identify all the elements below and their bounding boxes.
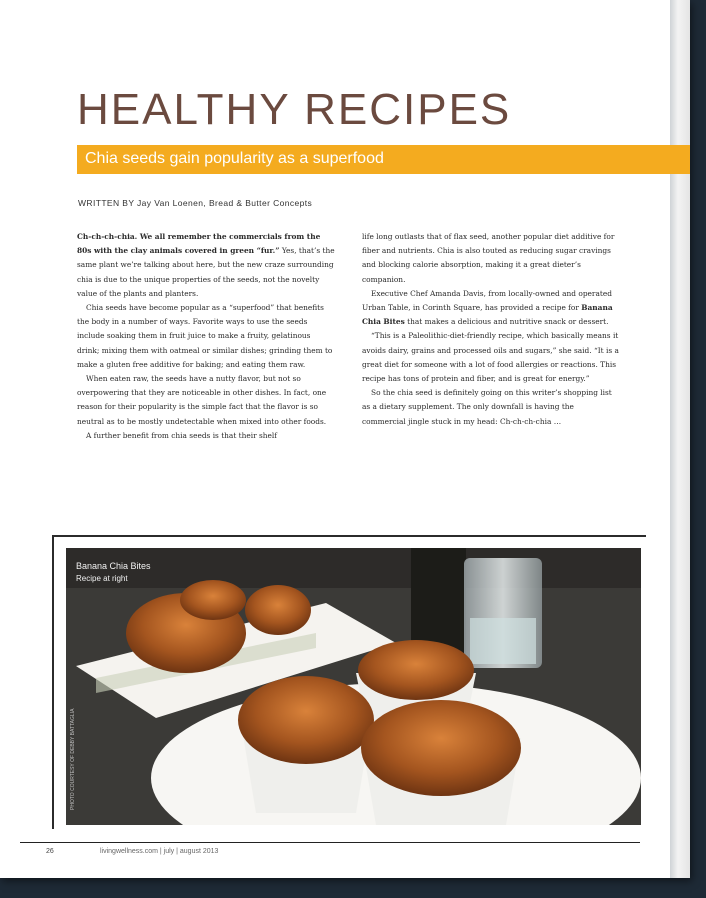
paragraph: A further benefit from chia seeds is that their shelf [86, 430, 278, 440]
article-subtitle: Chia seeds gain popularity as a superfood [85, 150, 384, 167]
lead-in: Ch-ch-ch-chia. We all remember the commercials from the 80s with the clay animals covered in green “fur.” [77, 232, 321, 256]
footer-publication: livingwellness.com | july | august 2013 [100, 848, 219, 855]
paragraph-text: Executive Chef Amanda Davis, from locally-owned and operated Urban Table, in Corinth Square, has provided a recipe for [362, 288, 612, 313]
paragraph: life long outlasts that of flax seed, another popular diet additive for fiber and nutrients. Chia is also touted as reducing sugar cravings and blocking calorie absorption, making it a great dieter’s companion. [362, 232, 615, 284]
byline: WRITTEN BY Jay Van Loenen, Bread & Butter Concepts [78, 198, 313, 208]
paragraph: When eaten raw, the seeds have a nutty flavor, but not so overpowering that they are noticeable in other dishes. In fact, one reason for their popularity is the simple fact that the flavor is so neutral as to be mostly undetectable when mixed into other foods. [77, 374, 327, 426]
paragraph: “This is a Paleolithic-diet-friendly recipe, which basically means it avoids dairy, grains and processed oils and sugars,” she said. “It is a great diet for someone with a lot of food allergies or reactions. This recipe has tons of protein and fiber, and is great for energy.” [362, 331, 619, 384]
photo-credit: PHOTO COURTESY OF DEBBY BATTAGLIA [70, 708, 76, 810]
subtitle-bar [77, 145, 690, 174]
section-title: HEALTHY RECIPES [77, 85, 512, 134]
photo-caption-subtitle: Recipe at right [76, 574, 128, 583]
article-column-right [362, 230, 620, 429]
page-number: 26 [46, 848, 54, 855]
article-column-left [77, 230, 335, 443]
paragraph: Chia seeds have become popular as a “superfood” that benefits the body in a number of ways. Favorite ways to use the seeds include soaking them in fruit juice to make a fruity, gelatinous drink; mixing them with oatmeal or similar dishes; grinding them to make a gluten free additive for baking; and eating them raw. [77, 303, 333, 369]
recipe-name: Banana Chia Bites [362, 303, 613, 327]
paragraph-text: that makes a delicious and nutritive snack or dessert. [404, 317, 609, 327]
paragraph [362, 287, 620, 330]
footer-divider [20, 842, 640, 843]
photo-caption-title: Banana Chia Bites [76, 561, 151, 571]
recipe-photo [66, 548, 641, 825]
paragraph: So the chia seed is definitely going on this writer’s shopping list as a dietary supplement. The only downfall is having the commercial jingle stuck in my head: Ch-ch-ch-chia … [362, 388, 612, 426]
paragraph [77, 230, 335, 301]
paragraph-text: Yes, that’s the same plant we’re talking about here, but the new craze surrounding chia is due to the unique properties of the seeds, not the novelty value of the plants and planters. [77, 246, 335, 298]
muffins-photo-illustration [66, 548, 641, 825]
page-curl [670, 0, 690, 878]
